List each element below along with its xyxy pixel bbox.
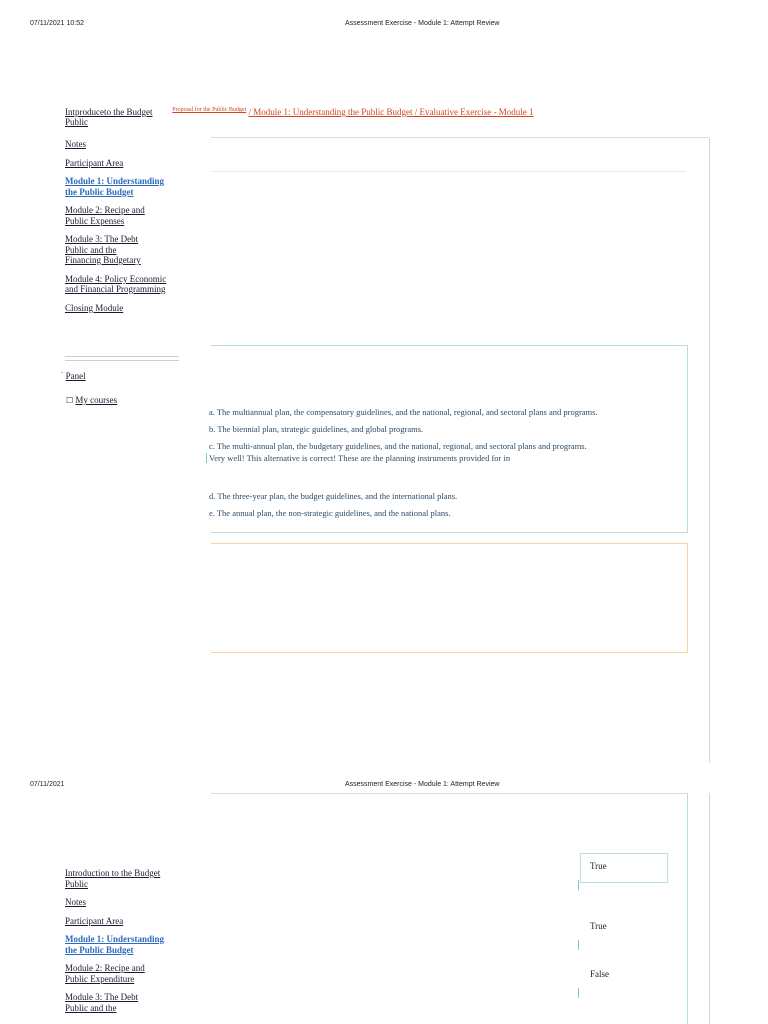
answer-marker-1 [578,880,579,890]
content-border-right [709,138,710,763]
page2-nav-module-1[interactable]: Module 1: Understanding the Public Budget [65,934,165,955]
page2-nav-module-2[interactable]: Module 2: Recipe and Public Expenditure [65,963,145,984]
answer-1: True [590,861,607,871]
option-d[interactable]: d. The three-year plan, the budget guidelines, and the international plans. [209,491,458,501]
answer-marker-2 [578,940,579,950]
content-border-top [211,137,709,138]
option-e[interactable]: e. The annual plan, the non-strategic guidelines, and the national plans. [209,508,451,518]
page2-border-right [709,793,710,1024]
page2-sidebar-nav [65,868,180,1013]
page2-nav-notes[interactable]: Notes [65,897,86,907]
breadcrumb-course-link[interactable]: Intproduceto the Budget Public [65,107,153,127]
nav-participant-area[interactable]: Participant Area [65,157,124,168]
nav-module-1[interactable]: Module 1: Understanding the Public Budget [65,176,165,197]
breadcrumb-proposal-link[interactable]: Proposal for the Public Budget [172,107,247,113]
content-divider [211,171,686,172]
page2-border-top [211,793,688,794]
panel-link[interactable]: Panel [65,371,86,381]
nav-closing-module[interactable]: Closing Module [65,302,124,313]
answer-marker-3 [578,988,579,998]
page2-inner-border [687,793,688,1024]
nav-module-2[interactable]: Module 2: Recipe and Public Expenses [65,205,145,226]
panel-marker: ˋ [61,371,64,379]
page2-nav-course[interactable]: Introduction to the Budget Public [65,868,161,889]
page2-timestamp: 07/11/2021 [30,781,65,788]
panel-link-wrap [61,371,86,381]
nav-module-4[interactable]: Module 4: Policy Economic and Financial Programming [65,273,167,294]
sidebar-nav [65,139,180,313]
page2-nav-module-3[interactable]: Module 3: The Debt Public and the [65,992,139,1013]
breadcrumb-path[interactable]: / Module 1: Understanding the Public Budget / Evaluative Exercise - Module 1 [248,107,534,117]
page1-timestamp: 07/11/2021 10:52 [30,20,84,27]
option-a[interactable]: a. The multiannual plan, the compensatory guidelines, and the national, regional, and sectoral plans and programs. [209,407,598,417]
option-c[interactable]: c. The multi-annual plan, the budgetary guidelines, and the national, regional, and sectoral plans and programs. [209,441,587,451]
option-b[interactable]: b. The biennial plan, strategic guidelines, and global programs. [209,424,424,434]
nav-notes[interactable]: Notes [65,139,86,149]
answer-feedback: Very well! This alternative is correct! These are the planning instruments provided for in [206,453,510,463]
question-box [211,345,688,533]
page2-nav-participant-area[interactable]: Participant Area [65,915,124,926]
nav-module-3[interactable]: Module 3: The Debt Public and the Financing Budgetary [65,234,141,265]
my-courses-link[interactable]: My courses [75,395,118,405]
page1-header-title: Assessment Exercise - Module 1: Attempt Review [345,20,500,27]
answer-2: True [590,921,607,931]
checkbox-icon: ☐ [66,396,74,405]
breadcrumb [65,107,685,127]
page2-header-title: Assessment Exercise - Module 1: Attempt Review [345,781,500,788]
sidebar-separator [65,356,179,361]
answer-3: False [590,969,609,979]
general-feedback-box [211,543,688,653]
my-courses-wrap [66,395,117,405]
